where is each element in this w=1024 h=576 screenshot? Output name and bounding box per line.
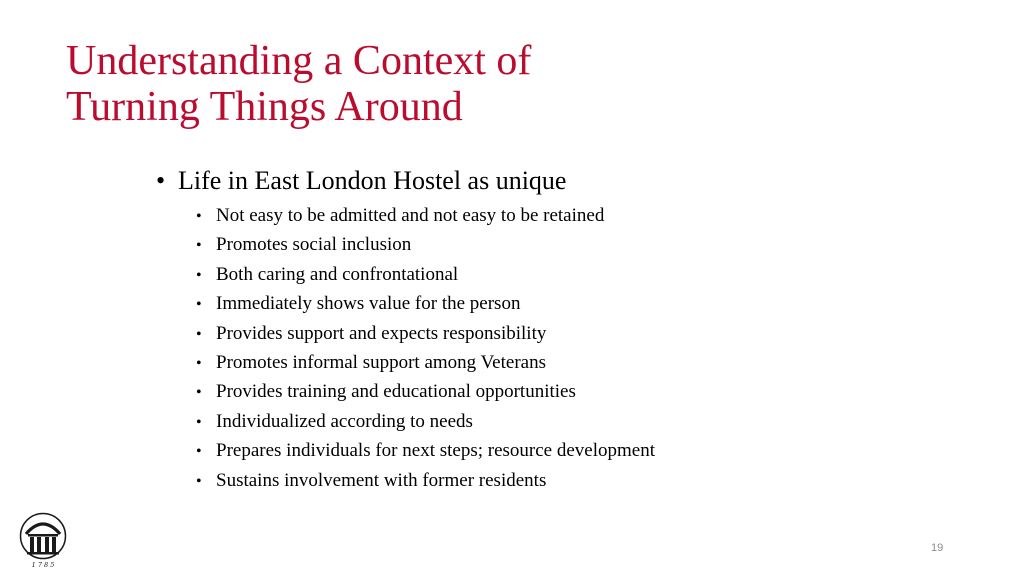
sub-bullet-item xyxy=(196,290,976,319)
bullet-icon: • xyxy=(196,443,202,461)
sub-bullet-item xyxy=(196,378,976,407)
logo-base xyxy=(27,552,59,555)
sub-bullet-text: Provides support and expects responsibility xyxy=(216,322,547,344)
sub-bullet-item xyxy=(196,320,976,349)
sub-bullet-text: Promotes social inclusion xyxy=(216,234,412,256)
sub-bullet-item xyxy=(196,467,976,496)
sub-bullet-item xyxy=(196,437,976,466)
slide-title-line-1: Understanding a Context of xyxy=(66,38,532,84)
sub-bullet-text: Immediately shows value for the person xyxy=(216,293,521,315)
bullet-icon: • xyxy=(196,237,202,255)
bullet-icon: • xyxy=(156,166,166,195)
logo-year: 1 7 8 5 xyxy=(31,561,55,569)
sub-bullet-text: Promotes informal support among Veterans xyxy=(216,352,546,374)
sub-bullet-text: Sustains involvement with former residents xyxy=(216,469,547,491)
sub-bullet-text: Individualized according to needs xyxy=(216,410,473,432)
bullet-icon: • xyxy=(196,296,202,314)
logo-pillar xyxy=(37,537,41,552)
logo-pillar xyxy=(52,537,56,552)
sub-bullet-list xyxy=(156,202,976,496)
bullet-content xyxy=(156,164,976,496)
bullet-icon: • xyxy=(196,208,202,225)
logo-pillar xyxy=(45,537,49,552)
bullet-icon: • xyxy=(196,355,202,373)
sub-bullet-text: Prepares individuals for next steps; resource development xyxy=(216,440,655,462)
logo-lintel xyxy=(28,534,58,537)
sub-bullet-text: Not easy to be admitted and not easy to be retained xyxy=(216,205,605,226)
bullet-icon: • xyxy=(196,472,202,490)
sub-bullet-item xyxy=(196,349,976,378)
bullet-icon: • xyxy=(196,413,202,431)
sub-bullet-item xyxy=(196,202,976,231)
sub-bullet-item xyxy=(196,408,976,437)
bullet-icon: • xyxy=(196,266,202,284)
main-bullet xyxy=(156,164,976,198)
slide-title-line-2: Turning Things Around xyxy=(66,84,463,130)
bullet-icon: • xyxy=(196,325,202,343)
page-number: 19 xyxy=(931,542,944,554)
main-bullet-text: Life in East London Hostel as unique xyxy=(178,166,567,195)
sub-bullet-text: Provides training and educational opportunities xyxy=(216,381,576,403)
logo-pillar xyxy=(30,537,34,552)
slide-title xyxy=(66,38,531,130)
sub-bullet-item xyxy=(196,261,976,290)
sub-bullet-item xyxy=(196,231,976,260)
bullet-icon: • xyxy=(196,384,202,402)
sub-bullet-text: Both caring and confrontational xyxy=(216,263,459,285)
university-arch-logo-icon xyxy=(18,512,68,570)
